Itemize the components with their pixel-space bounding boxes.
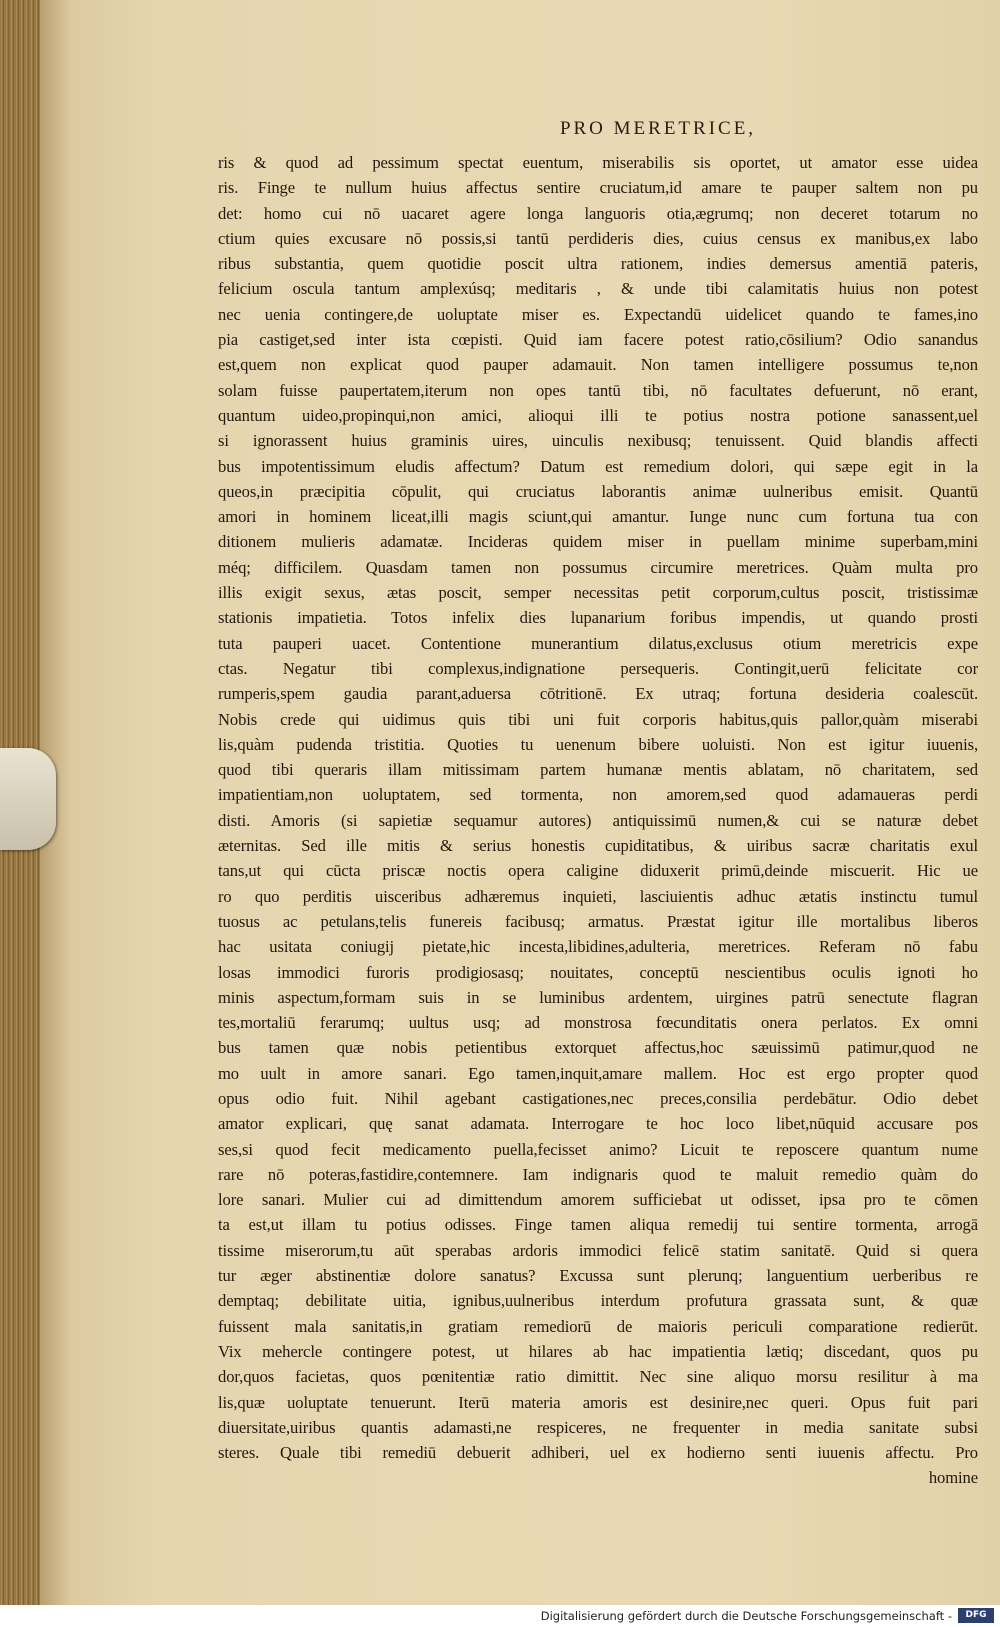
text-line: tuta pauperi uacet. Contentione munerantium dilatus,exclusus otium meretricis expe bbox=[218, 633, 978, 653]
text-line: tissime miserorum,tu aūt sperabas ardoris immodici felicē statim sanitatē. Quid si quera bbox=[218, 1240, 978, 1260]
text-line: si ignorassent huius graminis uires, uinculis nexibusq; tenuissent. Quid blandis affecti bbox=[218, 431, 978, 451]
text-line: pia castiget,sed inter ista cœpisti. Quid iam facere potest ratio,cōsilium? Odio sanandus bbox=[218, 330, 978, 350]
text-line: amori in hominem liceat,illi magis sciunt,qui amantur. Iunge nunc cum fortuna tua con bbox=[218, 507, 978, 527]
text-line: quod tibi queraris illam mitissimam partem humanæ mentis ablatam, nō charitatem, sed bbox=[218, 760, 978, 780]
text-line: minis aspectum,formam suis in se luminibus ardentem, uirgines patrū senectute flagran bbox=[218, 987, 978, 1007]
text-line: rare nō poteras,fastidire,contemnere. Iam indignaris quod te maluit remedio quàm do bbox=[218, 1164, 978, 1184]
text-line: quantum uideo,propinqui,non amici, alioqui illi te potius nostra potione sanassent,uel bbox=[218, 405, 978, 425]
text-line: mo uult in amore sanari. Ego tamen,inquit,amare mallem. Hoc est ergo propter quod bbox=[218, 1063, 978, 1083]
text-line: amator explicari, quę sanat adamata. Interrogare te hoc loco libet,nūquid accusare pos bbox=[218, 1114, 978, 1134]
text-line: hac usitata coniugij pietate,hic incesta,libidines,adulteria, meretrices. Referam nō fabu bbox=[218, 937, 978, 957]
text-line: ribus substantia, quem quotidie poscit ultra rationem, indies demersus amentiā pateris, bbox=[218, 254, 978, 274]
page-paper bbox=[40, 0, 1000, 1605]
text-line: tes,mortaliū ferarumq; uultus usq; ad monstrosa fœcunditatis onera perlatos. Ex omni bbox=[218, 1013, 978, 1033]
text-line: diuersitate,uiribus quantis adamasti,ne respiceres, ne frequenter in media sanitate subsi bbox=[218, 1417, 978, 1437]
text-line: ro quo perditis uisceribus adhæremus inquieti, lasciuientis adhuc ætatis instinctu tumul bbox=[218, 886, 978, 906]
text-line: est,quem non explicat quod pauper adamauit. Non tamen intelligere possumus te,non bbox=[218, 355, 978, 375]
text-line: Nobis crede qui uidimus quis tibi uni fuit corporis habitus,quis pallor,quàm miserabi bbox=[218, 709, 978, 729]
text-line: æternitas. Sed ille mitis & serius honestis cupiditatibus, & uiribus sacræ charitatis exul bbox=[218, 836, 978, 856]
text-line: nec uenia contingere,de uoluptate miser es. Expectandū uidelicet quando te fames,ino bbox=[218, 304, 978, 324]
dfg-logo: DFG bbox=[958, 1608, 994, 1623]
text-line: bus tamen quæ nobis petientibus extorquet affectus,hoc sæuissimū patimur,quod ne bbox=[218, 1038, 978, 1058]
text-line: dor,quos facietas, quos pœnitentiæ ratio dimittit. Nec sine aliquo morsu resilitur à ma bbox=[218, 1367, 978, 1387]
text-line: ctas. Negatur tibi complexus,indignatione persequeris. Contingit,uerū felicitate cor bbox=[218, 658, 978, 678]
text-line: méq; difficilem. Quasdam tamen non possumus circumire meretrices. Quàm multa pro bbox=[218, 557, 978, 577]
text-line: tuosus ac petulans,telis funereis facibusq; armatus. Præstat igitur ille mortalibus liberos bbox=[218, 911, 978, 931]
catchword: homine bbox=[928, 1468, 978, 1488]
text-line: rumperis,spem gaudia parant,aduersa cōtritionē. Ex utraq; fortuna desideria coalescūt. bbox=[218, 684, 978, 704]
text-line: ses,si quod fecit medicamento puella,fecisset animo? Licuit te reposcere quantum nume bbox=[218, 1139, 978, 1159]
page-clip bbox=[0, 748, 56, 850]
text-line: steres. Quale tibi remediū debuerit adhiberi, uel ex hodierno senti iuuenis affectu. Pro bbox=[218, 1443, 978, 1463]
text-line: disti. Amoris (si sapietiæ sequamur autores) antiquissimū numen,& cui se naturæ debet bbox=[218, 810, 978, 830]
page-content bbox=[218, 118, 978, 1491]
text-line: solam fuisse paupertatem,iterum non opes tantū tibi, nō facultates defuerunt, nō erant, bbox=[218, 380, 978, 400]
text-line: ta est,ut illam tu potius odisses. Finge tamen aliqua remedij tui sentire tormenta, arrogā bbox=[218, 1215, 978, 1235]
body-text bbox=[218, 150, 978, 1491]
text-line: ctium quies excusare nō possis,si tantū perdideris dies, cuius census ex manibus,ex labo bbox=[218, 228, 978, 248]
text-line: lis,quæ uoluptate tenuerunt. Iterū materia amoris est desinire,nec queri. Opus fuit pari bbox=[218, 1392, 978, 1412]
text-line: stationis impatietia. Totos infelix dies lupanarium foribus impendis, ut quando prosti bbox=[218, 608, 978, 628]
text-line: Vix mehercle contingere potest, ut hilares ab hac impatientia lætiq; discedant, quos pu bbox=[218, 1341, 978, 1361]
running-head: PRO MERETRICE, bbox=[559, 118, 757, 139]
funding-credit: Digitalisierung gefördert durch die Deutsche Forschungsgemeinschaft - bbox=[540, 1609, 952, 1623]
text-line: lore sanari. Mulier cui ad dimittendum amorem sufficiebat ut odisset, ipsa pro te cōmen bbox=[218, 1190, 978, 1210]
text-line: lis,quàm pudenda tristitia. Quoties tu uenenum bibere uoluisti. Non est igitur iuuenis, bbox=[218, 734, 978, 754]
text-line: queos,in præcipitia cōpulit, qui cruciatus laborantis animæ uulneribus emisit. Quantū bbox=[218, 481, 978, 501]
text-line: losas immodici furoris prodigiosasq; nouitates, conceptū nescientibus oculis ignoti ho bbox=[218, 962, 978, 982]
text-line: opus odio fuit. Nihil agebant castigationes,nec preces,consilia perdebātur. Odio debet bbox=[218, 1088, 978, 1108]
text-line: felicium oscula tantum amplexúsq; meditaris , & unde tibi calamitatis huius non potest bbox=[218, 279, 978, 299]
text-line: det: homo cui nō uacaret agere longa languoris otia,ægrumq; non deceret totarum no bbox=[218, 203, 978, 223]
text-line: fuissent mala sanitatis,in gratiam remediorū de maioris periculi comparatione redierūt. bbox=[218, 1316, 978, 1336]
text-line: tans,ut qui cūcta priscæ noctis opera caligine diduxerit primū,deinde miscuerit. Hic ue bbox=[218, 861, 978, 881]
text-line: ris & quod ad pessimum spectat euentum, miserabilis sis oportet, ut amator esse uidea bbox=[218, 153, 978, 172]
text-line: tur æger abstinentiæ dolore sanatus? Excussa sunt plerunq; languentium uerberibus re bbox=[218, 1266, 978, 1286]
digitization-footer bbox=[0, 1605, 1000, 1627]
text-line: illis exigit sexus, ætas poscit, semper necessitas petit corporum,cultus poscit, tristissimæ bbox=[218, 583, 978, 603]
text-line: ris. Finge te nullum huius affectus sentire cruciatum,id amare te pauper saltem non pu bbox=[218, 178, 978, 198]
text-line: ditionem mulieris adamatæ. Incideras quidem miser in puellam minime superbam,mini bbox=[218, 532, 978, 552]
text-line: bus impotentissimum eludis affectum? Datum est remedium dolori, qui sæpe egit in la bbox=[218, 456, 978, 476]
text-line: demptaq; debilitate uitia, ignibus,uulneribus interdum profutura grassata sunt, & quæ bbox=[218, 1291, 978, 1311]
text-line: impatientiam,non uoluptatem, sed tormenta, non amorem,sed quod adamaueras perdi bbox=[218, 785, 978, 805]
